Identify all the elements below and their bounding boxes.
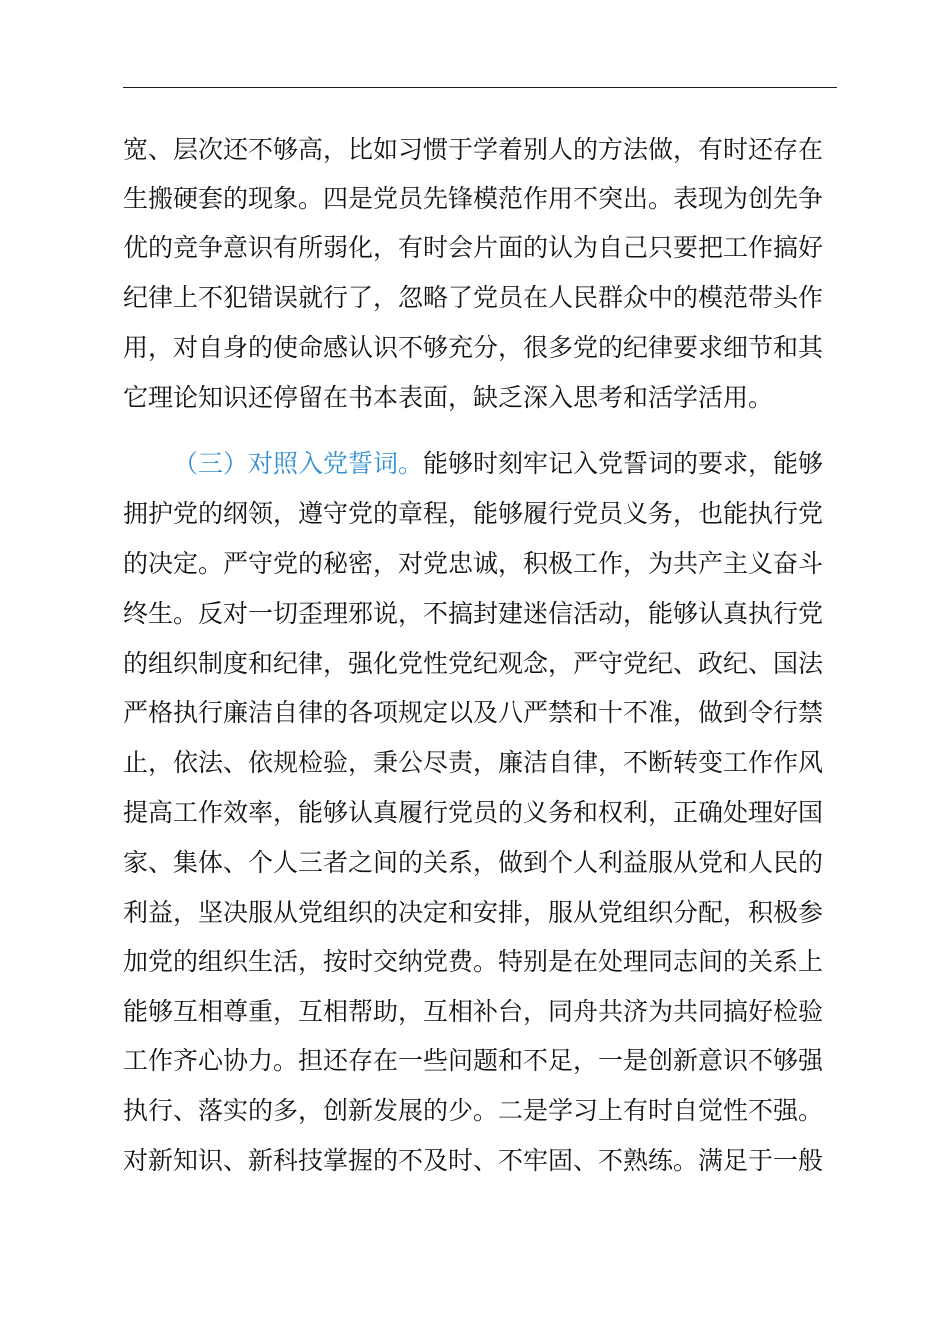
text-line: 纪律上不犯错误就行了，忽略了党员在人民群众中的模范带头作 xyxy=(123,283,824,312)
text-line: 用，对自身的使命感认识不够充分，很多党的纪律要求细节和其 xyxy=(123,333,824,362)
text-line: 生搬硬套的现象。四是党员先锋模范作用不突出。表现为创先争 xyxy=(123,184,824,213)
text-line: 加党的组织生活，按时交纳党费。特别是在处理同志间的关系上 xyxy=(123,947,824,976)
text-line: 宽、层次还不够高，比如习惯于学着别人的方法做，有时还存在 xyxy=(123,135,824,164)
text-line: 优的竞争意识有所弱化，有时会片面的认为自己只要把工作搞好 xyxy=(123,233,824,262)
header-rule xyxy=(123,87,837,88)
text-line: 利益，坚决服从党组织的决定和安排，服从党组织分配，积极参 xyxy=(123,898,824,927)
section-first-line-text: 能够时刻牢记入党誓词的要求，能够 xyxy=(423,449,824,478)
text-line: 的组织制度和纪律，强化党性党纪观念，严守党纪、政纪、国法 xyxy=(123,649,824,678)
text-line: 工作齐心协力。担还存在一些问题和不足，一是创新意识不够强 xyxy=(123,1046,824,1075)
text-line: 能够互相尊重，互相帮助，互相补台，同舟共济为共同搞好检验 xyxy=(123,997,824,1026)
text-line: 执行、落实的多，创新发展的少。二是学习上有时自觉性不强。 xyxy=(123,1096,824,1125)
text-line: 止，依法、依规检验，秉公尽责，廉洁自律，不断转变工作作风 xyxy=(123,748,824,777)
text-line: 严格执行廉洁自律的各项规定以及八严禁和十不准，做到令行禁 xyxy=(123,698,824,727)
text-line: 对新知识、新科技掌握的不及时、不牢固、不熟练。满足于一般 xyxy=(123,1146,824,1175)
section-first-line xyxy=(173,444,837,484)
text-line: 的决定。严守党的秘密，对党忠诚，积极工作，为共产主义奋斗 xyxy=(123,549,824,578)
text-line: 拥护党的纲领，遵守党的章程，能够履行党员义务，也能执行党 xyxy=(123,499,824,528)
text-line: 提高工作效率，能够认真履行党员的义务和权利，正确处理好国 xyxy=(123,798,824,827)
text-line: 它理论知识还停留在书本表面，缺乏深入思考和活学活用。 xyxy=(123,383,774,412)
text-line: 家、集体、个人三者之间的关系，做到个人利益服从党和人民的 xyxy=(123,848,824,877)
text-line: 终生。反对一切歪理邪说，不搞封建迷信活动，能够认真执行党 xyxy=(123,599,824,628)
section-heading: （三）对照入党誓词。 xyxy=(173,449,424,478)
